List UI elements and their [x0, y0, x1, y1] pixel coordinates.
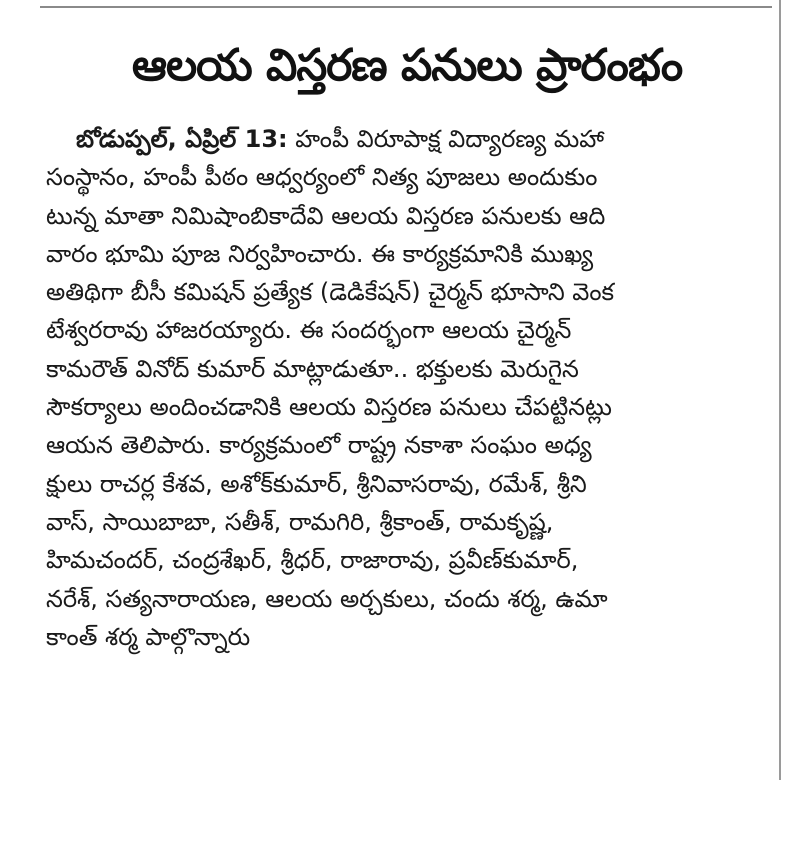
article-line-1-text: హంపీ విరూపాక్ష విద్యారణ్య మహా — [287, 125, 605, 153]
article-dateline: బోడుప్పల్, ఏప్రిల్ 13: — [76, 125, 288, 153]
news-article — [46, 38, 768, 656]
article-line-13: నరేశ్, సత్యనారాయణ, ఆలయ అర్చకులు, చందు శర్మ, ఉమా — [46, 584, 608, 613]
article-line-14: కాంత్ శర్మ పాల్గొన్నారు — [46, 622, 251, 651]
article-line-7: కామరౌత్ వినోద్ కుమార్ మాట్లాడుతూ.. భక్తులకు మెరుగైన — [46, 354, 579, 383]
article-line-8: సౌకర్యాలు అందించడానికి ఆలయ విస్తరణ పనులు చేపట్టినట్లు — [46, 393, 612, 422]
article-body — [46, 120, 768, 656]
article-line-1 — [46, 120, 768, 158]
article-headline: ఆలయ విస్తరణ పనులు ప్రారంభం — [131, 40, 683, 91]
article-line-12: హిమచందర్, చంద్రశేఖర్, శ్రీధర్, రాజారావు, ప్రవీణ్‌కుమార్, — [46, 546, 579, 575]
column-divider — [779, 0, 781, 780]
article-line-6: టేశ్వరరావు హాజరయ్యారు. ఈ సందర్భంగా ఆలయ చైర్మన్ — [46, 316, 572, 345]
article-line-5: అతిథిగా బీసీ కమిషన్ ప్రత్యేక (డెడికేషన్) చైర్మన్ భూసాని వెంక — [46, 278, 615, 307]
article-line-11: వాస్, సాయిబాబా, సతీశ్, రామగిరి, శ్రీకాంత్, రామకృష్ణ, — [46, 507, 554, 536]
top-divider — [40, 6, 772, 8]
article-line-4: వారం భూమి పూజ నిర్వహించారు. ఈ కార్యక్రమానికి ముఖ్య — [46, 239, 594, 268]
article-line-9: ఆయన తెలిపారు. కార్యక్రమంలో రాష్ట్ర నకాశా సంఘం అధ్య — [46, 431, 592, 460]
article-line-2: సంస్థానం, హంపీ పీఠం ఆధ్వర్యంలో నిత్య పూజలు అందుకుం — [46, 163, 598, 192]
article-line-10: క్షులు రాచర్ల కేశవ, అశోక్‌కుమార్, శ్రీనివాసరావు, రమేశ్, శ్రీని — [46, 469, 587, 498]
article-line-3: టున్న మాతా నిమిషాంబికాదేవి ఆలయ విస్తరణ పనులకు ఆది — [46, 201, 606, 230]
